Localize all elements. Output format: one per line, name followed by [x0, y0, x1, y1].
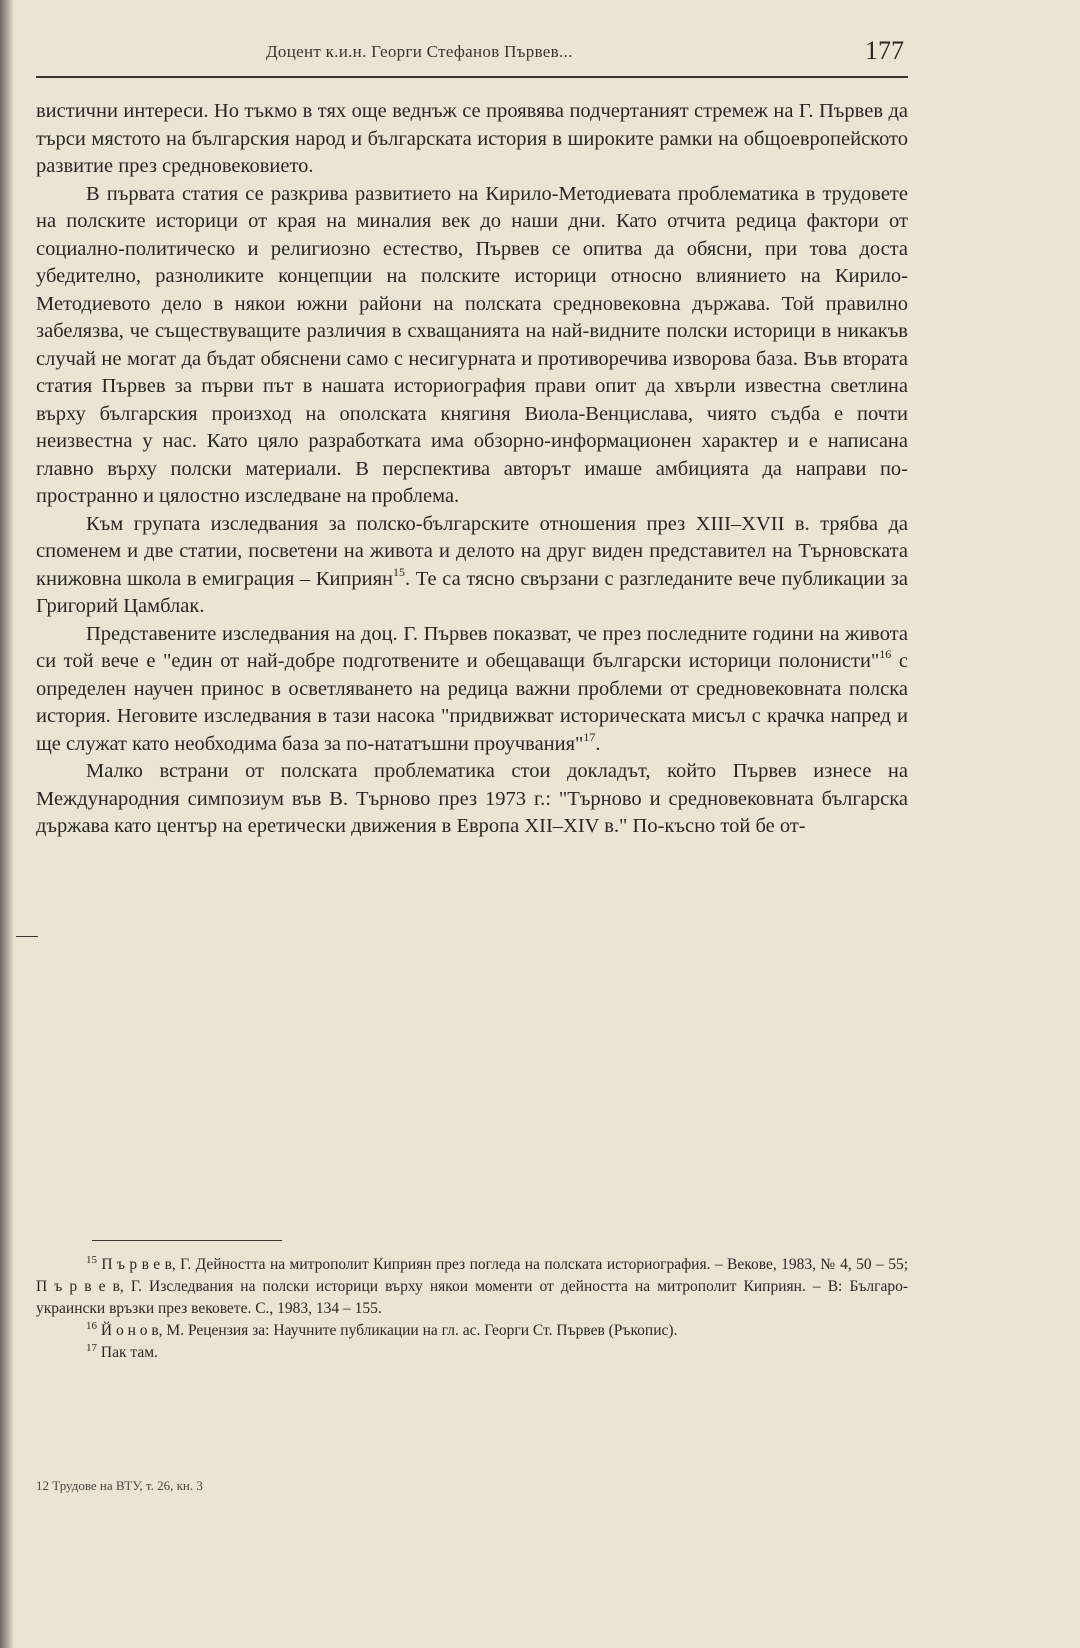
body-text — [36, 98, 908, 841]
footnote-number: 17 — [86, 1342, 97, 1354]
footnote-rule — [92, 1240, 282, 1241]
footnote-text: Пак там. — [100, 1344, 158, 1361]
footnote-ref-16: 16 — [879, 647, 892, 661]
page-number: 177 — [865, 36, 904, 65]
paragraph-4-text-c: . — [595, 732, 601, 755]
paragraph-4-text-b: с определен научен принос в осветляването на редица важни проблеми от средновековната полска история. Неговите изследвания в тази насока "придвижват историческата мисъл с крачка напред и ще служат като необходима база за по-нататъшни проучвания" — [36, 650, 908, 755]
page-edge-shadow — [0, 0, 14, 1648]
footnotes — [36, 1254, 908, 1364]
footnote-text: П ъ р в е в, Г. Дейността на митрополит Киприян през погледа на полската историография. – Векове, 1983, № 4, 50 – 55; П ъ р в е в, Г. Изследвания на полски историци върху някои моменти от дейността на митрополит Киприян. – В: Българо-украински връзки през вековете. С., 1983, 134 – 155. — [36, 1256, 909, 1317]
footnote-ref-17: 17 — [583, 729, 596, 744]
footnote-15 — [36, 1254, 908, 1320]
footnote-text: Й о н о в, М. Рецензия за: Научните публикации на гл. ас. Георги Ст. Първев (Ръкопис). — [100, 1322, 678, 1339]
paragraph-3-text-a: Към групата изследвания за полско-българските отношения през XIII–XVII в. трябва да споменем и две статии, посветени на живота и делото на друг виден представител на Търновската книжовна школа в емиграция – Киприян — [36, 512, 908, 590]
paragraph-1: вистични интереси. Но тъкмо в тях още веднъж се проявява подчертаният стремеж на Г. Първев да търси мястото на българския народ и българската история в широките рамки на общоевропейското развитие през средновековието. — [36, 100, 908, 177]
footnote-number: 15 — [86, 1254, 97, 1266]
footnote-ref-15: 15 — [393, 564, 406, 579]
paragraph-2: В първата статия се разкрива развитието на Кирило-Методиевата проблематика в трудовете на полските историци от края на миналия век до наши дни. Като отчита редица фактори от социално-политическо и религиозно естество, Първев се опитва да обясни, при това доста убедително, разноликите концепции на полските историци относно влиянието на Кирило-Методиевото дело в някои южни райони на полската средновековна държава. Той правилно забелязва, че съществуващите различия в схващанията на най-видните полски историци в никакъв случай не могат да бъдат обяснени само с несигурната и противоречива изворова база. Във втората статия Първев за първи път в нашата историография прави опит да хвърли известна светлина върху българския произход на ополската княгиня Виола-Венцислава, чиято съдба е почти неизвестна у нас. Като цяло разработката има обзорно-информационен характер и е написана главно върху полски материали. В перспектива авторът имаше амбицията да направи по-пространно и цялостно изследване на проблема. — [36, 182, 908, 507]
running-head: Доцент к.и.н. Георги Стефанов Първев... — [266, 42, 573, 61]
footnote-16 — [36, 1320, 908, 1342]
margin-mark — [16, 936, 38, 937]
footnote-17 — [36, 1342, 908, 1364]
paragraph-3 — [36, 511, 908, 621]
paragraph-4 — [36, 621, 908, 759]
page-header — [36, 36, 908, 78]
paragraph-3-text-b: . Те са тясно свързани с разгледаните вече публикации за Григорий Цамблак. — [36, 567, 908, 617]
footnote-number: 16 — [86, 1320, 97, 1332]
paragraph-4-text-a: Представените изследвания на доц. Г. Първев показват, че през последните години на живота си той вече е "един от най-добре подготвените и обещаващи български историци полонисти" — [36, 622, 908, 672]
printer-signature: 12 Трудове на ВТУ, т. 26, кн. 3 — [36, 1478, 203, 1493]
paragraph-5: Малко встрани от полската проблематика стои докладът, който Първев изнесе на Международния симпозиум във В. Търново през 1973 г.: "Търново и средновековната българска държава като център на еретически движения в Европа XII–XIV в." По-късно той бе от- — [36, 760, 908, 837]
